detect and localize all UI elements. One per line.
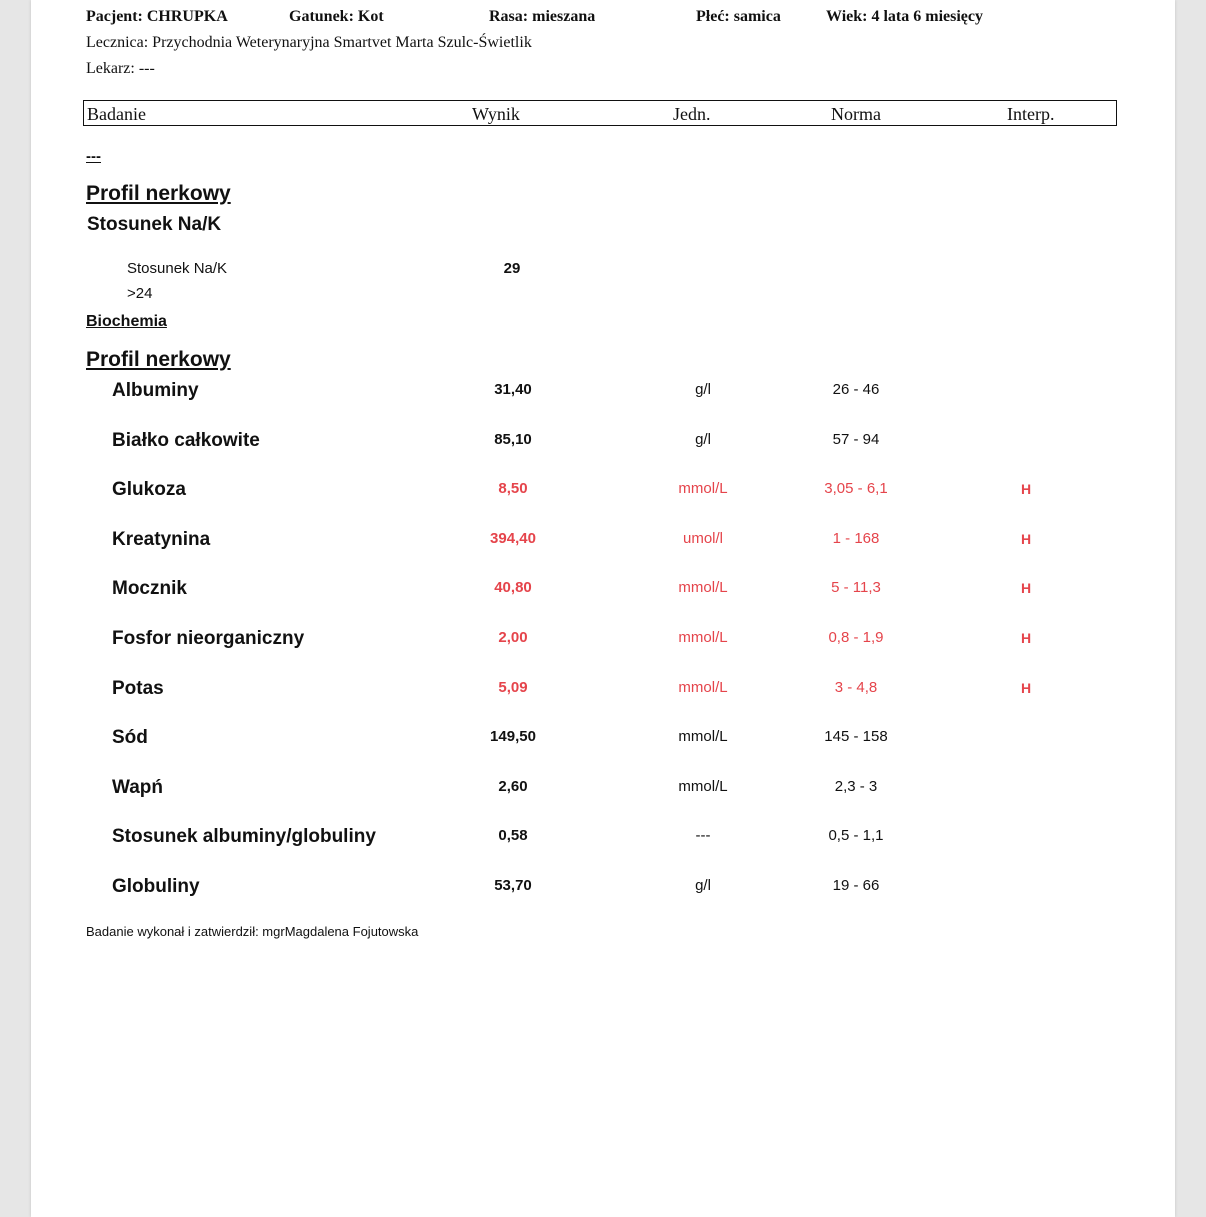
patient-species: Gatunek: Kot — [289, 8, 384, 25]
report-page — [31, 0, 1175, 1217]
result-value: 5,09 — [498, 679, 528, 696]
section-title-renal-2: Profil nerkowy — [86, 348, 231, 371]
col-result: Wynik — [472, 104, 520, 124]
result-norm: 145 - 158 — [824, 728, 888, 745]
doctor-info: Lekarz: --- — [86, 60, 155, 77]
result-norm: 2,3 - 3 — [834, 778, 878, 795]
result-norm: 57 - 94 — [832, 431, 880, 448]
result-flag: H — [1020, 630, 1032, 646]
result-name: Stosunek albuminy/globuliny — [112, 826, 376, 847]
result-name: Fosfor nieorganiczny — [112, 628, 305, 649]
result-unit: g/l — [695, 381, 711, 398]
result-value: 31,40 — [494, 381, 532, 398]
na-k-item-name: Stosunek Na/K — [127, 260, 228, 277]
result-unit: g/l — [695, 431, 711, 448]
result-unit: umol/l — [682, 530, 723, 547]
result-unit: g/l — [695, 877, 711, 894]
result-value: 149,50 — [490, 728, 536, 745]
result-norm: 5 - 11,3 — [831, 579, 881, 596]
result-unit: --- — [695, 827, 711, 844]
patient-age: Wiek: 4 lata 6 miesięcy — [826, 8, 984, 25]
result-name: Glukoza — [112, 479, 186, 500]
result-value: 394,40 — [490, 530, 536, 547]
result-norm: 3 - 4,8 — [834, 679, 878, 696]
result-flag: H — [1020, 481, 1032, 497]
result-name: Wapń — [112, 777, 164, 798]
result-flag: H — [1020, 580, 1032, 596]
column-header — [83, 100, 1117, 126]
biochemia-label: Biochemia — [86, 313, 167, 330]
col-norm: Norma — [831, 104, 881, 124]
patient-sex: Płeć: samica — [696, 8, 781, 25]
dash-link: --- — [86, 148, 101, 165]
result-norm: 3,05 - 6,1 — [824, 480, 888, 497]
result-unit: mmol/L — [678, 480, 728, 497]
section-title-renal-1: Profil nerkowy — [86, 182, 231, 205]
footer-signature: Badanie wykonał i zatwierdził: mgrMagdalena Fojutowska — [86, 924, 419, 939]
col-unit: Jedn. — [673, 104, 711, 124]
result-name: Potas — [112, 678, 164, 699]
result-norm: 19 - 66 — [832, 877, 880, 894]
result-norm: 0,5 - 1,1 — [828, 827, 884, 844]
patient-name: Pacjent: CHRUPKA — [86, 8, 228, 25]
result-unit: mmol/L — [678, 679, 728, 696]
result-norm: 0,8 - 1,9 — [828, 629, 884, 646]
result-name: Kreatynina — [112, 529, 211, 550]
result-value: 0,58 — [498, 827, 528, 844]
result-name: Sód — [112, 727, 148, 748]
result-name: Globuliny — [112, 876, 200, 897]
result-value: 8,50 — [498, 480, 528, 497]
section-subtitle-na-k: Stosunek Na/K — [87, 214, 222, 235]
result-norm: 26 - 46 — [832, 381, 880, 398]
col-test: Badanie — [87, 104, 146, 124]
result-flag: H — [1020, 531, 1032, 547]
result-name: Białko całkowite — [112, 430, 260, 451]
result-unit: mmol/L — [678, 728, 728, 745]
result-value: 40,80 — [494, 579, 532, 596]
na-k-item-norm: >24 — [127, 285, 153, 302]
result-norm: 1 - 168 — [832, 530, 880, 547]
result-unit: mmol/L — [678, 778, 728, 795]
result-value: 2,60 — [498, 778, 528, 795]
result-unit: mmol/L — [678, 579, 728, 596]
na-k-item-value: 29 — [503, 260, 521, 277]
result-value: 85,10 — [494, 431, 532, 448]
result-name: Albuminy — [112, 380, 199, 401]
patient-breed: Rasa: mieszana — [489, 8, 596, 25]
result-flag: H — [1020, 680, 1032, 696]
col-interp: Interp. — [1007, 104, 1055, 124]
result-unit: mmol/L — [678, 629, 728, 646]
result-name: Mocznik — [112, 578, 187, 599]
result-value: 53,70 — [494, 877, 532, 894]
result-value: 2,00 — [498, 629, 528, 646]
clinic-info: Lecznica: Przychodnia Weterynaryjna Smartvet Marta Szulc-Świetlik — [86, 34, 532, 51]
